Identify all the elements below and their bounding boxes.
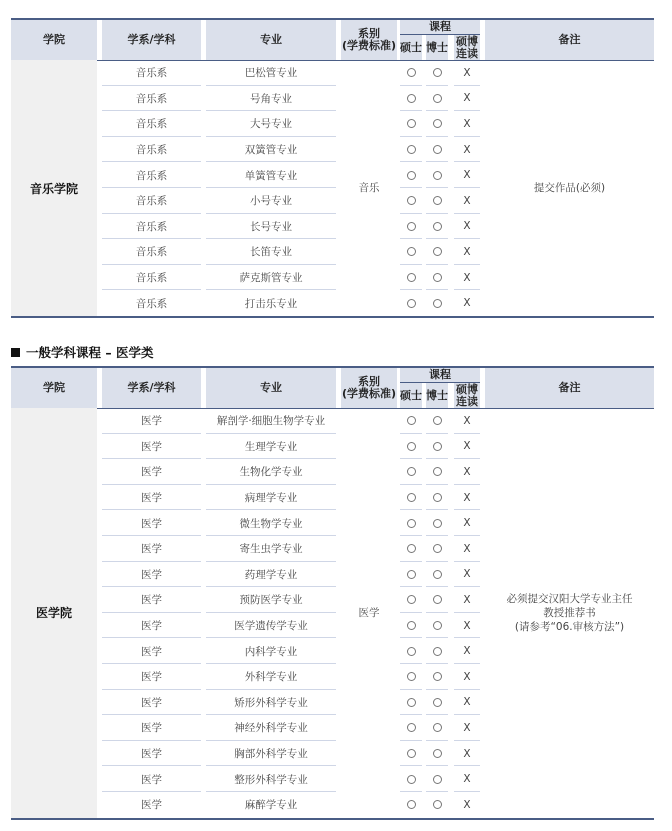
major-cell: 解剖学·细胞生物学专业 bbox=[216, 415, 326, 428]
combined-unavailable-cell: X bbox=[463, 619, 471, 632]
series-cell: 医学 bbox=[358, 606, 380, 619]
available-circle-icon bbox=[433, 442, 442, 451]
available-circle-icon bbox=[407, 595, 416, 604]
major-cell: 打击乐专业 bbox=[244, 297, 298, 310]
major-cell: 麻醉学专业 bbox=[244, 799, 298, 812]
table-row bbox=[11, 188, 654, 214]
header-college: 学院 bbox=[11, 368, 97, 408]
master-available-cell bbox=[400, 587, 422, 613]
header-college: 学院 bbox=[11, 20, 97, 60]
doctor-available-cell bbox=[426, 60, 448, 86]
available-circle-icon bbox=[407, 94, 416, 103]
doctor-available-cell bbox=[426, 664, 448, 690]
master-available-cell bbox=[400, 214, 422, 240]
combined-unavailable-cell: X bbox=[463, 143, 471, 156]
college-cell: 音乐学院 bbox=[11, 60, 97, 316]
department-cell: 医学 bbox=[141, 722, 162, 735]
table-row bbox=[11, 239, 654, 265]
available-circle-icon bbox=[407, 299, 416, 308]
combined-unavailable-cell: X bbox=[463, 194, 471, 207]
table-row bbox=[11, 290, 654, 316]
master-available-cell bbox=[400, 459, 422, 485]
major-cell: 胸部外科学专业 bbox=[234, 748, 308, 761]
master-available-cell bbox=[400, 86, 422, 112]
department-cell: 医学 bbox=[141, 594, 162, 607]
major-cell: 小号专业 bbox=[250, 195, 292, 208]
available-circle-icon bbox=[407, 442, 416, 451]
doctor-available-cell bbox=[426, 792, 448, 818]
major-cell: 整形外科学专业 bbox=[234, 773, 308, 786]
available-circle-icon bbox=[407, 621, 416, 630]
combined-unavailable-cell: X bbox=[463, 593, 471, 606]
table-row bbox=[11, 562, 654, 588]
header-major: 专业 bbox=[206, 20, 336, 60]
department-cell: 医学 bbox=[141, 492, 162, 505]
major-cell: 寄生虫学专业 bbox=[239, 543, 303, 556]
major-cell: 双簧管专业 bbox=[244, 144, 298, 157]
combined-unavailable-cell: X bbox=[463, 773, 471, 786]
table-row bbox=[11, 86, 654, 112]
master-available-cell bbox=[400, 690, 422, 716]
table-row bbox=[11, 214, 654, 240]
major-cell: 微生物学专业 bbox=[239, 517, 303, 530]
available-circle-icon bbox=[407, 196, 416, 205]
available-circle-icon bbox=[433, 247, 442, 256]
music-table bbox=[11, 18, 654, 316]
doctor-available-cell bbox=[426, 587, 448, 613]
master-available-cell bbox=[400, 408, 422, 434]
doctor-available-cell bbox=[426, 214, 448, 240]
major-cell: 生物化学专业 bbox=[239, 466, 303, 479]
doctor-available-cell bbox=[426, 408, 448, 434]
combined-unavailable-cell: X bbox=[463, 220, 471, 233]
combined-unavailable-cell: X bbox=[463, 169, 471, 182]
major-cell: 外科学专业 bbox=[244, 671, 298, 684]
major-cell: 巴松管专业 bbox=[244, 67, 298, 80]
combined-unavailable-cell: X bbox=[463, 670, 471, 683]
remark-cell: 必须提交汉阳大学专业主任 教授推荐书 (请参考“06.审核方法”) bbox=[506, 592, 633, 633]
combined-unavailable-cell: X bbox=[463, 721, 471, 734]
available-circle-icon bbox=[407, 416, 416, 425]
table-row bbox=[11, 111, 654, 137]
combined-unavailable-cell: X bbox=[463, 297, 471, 310]
table-row bbox=[11, 162, 654, 188]
master-available-cell bbox=[400, 741, 422, 767]
major-cell: 药理学专业 bbox=[244, 568, 298, 581]
available-circle-icon bbox=[433, 416, 442, 425]
available-circle-icon bbox=[433, 595, 442, 604]
section-title-text: 一般学科课程 – 医学类 bbox=[26, 345, 154, 360]
department-cell: 医学 bbox=[141, 415, 162, 428]
master-available-cell bbox=[400, 137, 422, 163]
available-circle-icon bbox=[433, 775, 442, 784]
available-circle-icon bbox=[407, 698, 416, 707]
header-doctor: 博士 bbox=[426, 383, 448, 408]
combined-unavailable-cell: X bbox=[463, 568, 471, 581]
table-row bbox=[11, 60, 654, 86]
table-row bbox=[11, 613, 654, 639]
department-cell: 医学 bbox=[141, 440, 162, 453]
available-circle-icon bbox=[407, 647, 416, 656]
table-row bbox=[11, 536, 654, 562]
department-cell: 音乐系 bbox=[135, 220, 168, 233]
department-cell: 医学 bbox=[141, 799, 162, 812]
header-course: 课程 bbox=[400, 368, 480, 382]
department-cell: 音乐系 bbox=[135, 67, 168, 80]
available-circle-icon bbox=[407, 467, 416, 476]
doctor-available-cell bbox=[426, 510, 448, 536]
available-circle-icon bbox=[433, 222, 442, 231]
department-cell: 医学 bbox=[141, 645, 162, 658]
available-circle-icon bbox=[433, 493, 442, 502]
header-combined: 硕博 连读 bbox=[456, 382, 478, 408]
available-circle-icon bbox=[433, 570, 442, 579]
master-available-cell bbox=[400, 239, 422, 265]
header-remark: 备注 bbox=[485, 20, 654, 60]
table-row bbox=[11, 408, 654, 434]
combined-unavailable-cell: X bbox=[463, 271, 471, 284]
department-cell: 医学 bbox=[141, 466, 162, 479]
table-row bbox=[11, 638, 654, 664]
doctor-available-cell bbox=[426, 690, 448, 716]
available-circle-icon bbox=[433, 273, 442, 282]
combined-unavailable-cell: X bbox=[463, 414, 471, 427]
available-circle-icon bbox=[433, 467, 442, 476]
department-cell: 医学 bbox=[141, 517, 162, 530]
available-circle-icon bbox=[407, 171, 416, 180]
department-cell: 音乐系 bbox=[135, 195, 168, 208]
available-circle-icon bbox=[433, 119, 442, 128]
master-available-cell bbox=[400, 536, 422, 562]
available-circle-icon bbox=[407, 800, 416, 809]
available-circle-icon bbox=[433, 723, 442, 732]
combined-unavailable-cell: X bbox=[463, 117, 471, 130]
combined-unavailable-cell: X bbox=[463, 245, 471, 258]
combined-unavailable-cell: X bbox=[463, 542, 471, 555]
available-circle-icon bbox=[433, 749, 442, 758]
master-available-cell bbox=[400, 162, 422, 188]
table-row bbox=[11, 664, 654, 690]
available-circle-icon bbox=[407, 544, 416, 553]
department-cell: 医学 bbox=[141, 543, 162, 556]
available-circle-icon bbox=[433, 519, 442, 528]
table-row bbox=[11, 137, 654, 163]
available-circle-icon bbox=[433, 647, 442, 656]
doctor-available-cell bbox=[426, 613, 448, 639]
doctor-available-cell bbox=[426, 638, 448, 664]
department-cell: 音乐系 bbox=[135, 92, 168, 105]
table-row bbox=[11, 715, 654, 741]
master-available-cell bbox=[400, 434, 422, 460]
master-available-cell bbox=[400, 664, 422, 690]
available-circle-icon bbox=[433, 621, 442, 630]
available-circle-icon bbox=[407, 519, 416, 528]
combined-unavailable-cell: X bbox=[463, 66, 471, 79]
table-row bbox=[11, 792, 654, 818]
combined-unavailable-cell: X bbox=[463, 465, 471, 478]
major-cell: 长号专业 bbox=[250, 220, 292, 233]
major-cell: 生理学专业 bbox=[244, 440, 298, 453]
available-circle-icon bbox=[433, 68, 442, 77]
combined-unavailable-cell: X bbox=[463, 798, 471, 811]
table-row bbox=[11, 459, 654, 485]
major-cell: 矫形外科学专业 bbox=[234, 696, 308, 709]
master-available-cell bbox=[400, 792, 422, 818]
master-available-cell bbox=[400, 715, 422, 741]
doctor-available-cell bbox=[426, 239, 448, 265]
available-circle-icon bbox=[433, 800, 442, 809]
major-cell: 萨克斯管专业 bbox=[239, 272, 303, 285]
master-available-cell bbox=[400, 613, 422, 639]
available-circle-icon bbox=[407, 775, 416, 784]
available-circle-icon bbox=[407, 723, 416, 732]
combined-unavailable-cell: X bbox=[463, 747, 471, 760]
master-available-cell bbox=[400, 290, 422, 316]
header-remark: 备注 bbox=[485, 368, 654, 408]
available-circle-icon bbox=[433, 196, 442, 205]
master-available-cell bbox=[400, 638, 422, 664]
department-cell: 音乐系 bbox=[135, 144, 168, 157]
header-master: 硕士 bbox=[400, 383, 422, 408]
combined-unavailable-cell: X bbox=[463, 696, 471, 709]
table-row bbox=[11, 434, 654, 460]
available-circle-icon bbox=[407, 247, 416, 256]
department-cell: 医学 bbox=[141, 620, 162, 633]
major-cell: 预防医学专业 bbox=[239, 594, 303, 607]
major-cell: 大号专业 bbox=[250, 118, 292, 131]
department-cell: 音乐系 bbox=[135, 297, 168, 310]
doctor-available-cell bbox=[426, 459, 448, 485]
department-cell: 医学 bbox=[141, 568, 162, 581]
header-master: 硕士 bbox=[400, 35, 422, 60]
master-available-cell bbox=[400, 485, 422, 511]
table-row bbox=[11, 766, 654, 792]
table-header bbox=[11, 18, 654, 60]
square-bullet-icon bbox=[11, 348, 20, 357]
table-row bbox=[11, 587, 654, 613]
doctor-available-cell bbox=[426, 434, 448, 460]
available-circle-icon bbox=[407, 273, 416, 282]
medical-table bbox=[11, 366, 654, 818]
doctor-available-cell bbox=[426, 188, 448, 214]
combined-unavailable-cell: X bbox=[463, 440, 471, 453]
header-department: 学系/学科 bbox=[102, 368, 201, 408]
department-cell: 音乐系 bbox=[135, 246, 168, 259]
doctor-available-cell bbox=[426, 265, 448, 291]
header-department: 学系/学科 bbox=[102, 20, 201, 60]
table-row bbox=[11, 690, 654, 716]
doctor-available-cell bbox=[426, 766, 448, 792]
major-cell: 病理学专业 bbox=[244, 492, 298, 505]
header-combined: 硕博 连读 bbox=[456, 34, 478, 60]
department-cell: 音乐系 bbox=[135, 272, 168, 285]
major-cell: 神经外科学专业 bbox=[234, 722, 308, 735]
available-circle-icon bbox=[407, 570, 416, 579]
department-cell: 音乐系 bbox=[135, 169, 168, 182]
available-circle-icon bbox=[433, 171, 442, 180]
combined-unavailable-cell: X bbox=[463, 92, 471, 105]
major-cell: 号角专业 bbox=[250, 92, 292, 105]
doctor-available-cell bbox=[426, 536, 448, 562]
available-circle-icon bbox=[433, 145, 442, 154]
doctor-available-cell bbox=[426, 290, 448, 316]
available-circle-icon bbox=[407, 222, 416, 231]
department-cell: 医学 bbox=[141, 696, 162, 709]
department-cell: 医学 bbox=[141, 748, 162, 761]
table-row bbox=[11, 741, 654, 767]
major-cell: 内科学专业 bbox=[244, 645, 298, 658]
table-bottom-rule bbox=[11, 316, 654, 318]
available-circle-icon bbox=[407, 749, 416, 758]
available-circle-icon bbox=[433, 544, 442, 553]
doctor-available-cell bbox=[426, 715, 448, 741]
college-cell: 医学院 bbox=[11, 408, 97, 818]
combined-unavailable-cell: X bbox=[463, 517, 471, 530]
doctor-available-cell bbox=[426, 562, 448, 588]
department-cell: 医学 bbox=[141, 773, 162, 786]
table-row bbox=[11, 265, 654, 291]
master-available-cell bbox=[400, 562, 422, 588]
table-row bbox=[11, 485, 654, 511]
available-circle-icon bbox=[433, 698, 442, 707]
master-available-cell bbox=[400, 510, 422, 536]
master-available-cell bbox=[400, 265, 422, 291]
available-circle-icon bbox=[433, 94, 442, 103]
available-circle-icon bbox=[433, 672, 442, 681]
header-doctor: 博士 bbox=[426, 35, 448, 60]
table-header bbox=[11, 366, 654, 408]
section-title bbox=[11, 343, 153, 361]
major-cell: 医学遗传学专业 bbox=[234, 620, 308, 633]
available-circle-icon bbox=[433, 299, 442, 308]
header-series: 系别 (学费标准) bbox=[341, 368, 397, 408]
department-cell: 音乐系 bbox=[135, 118, 168, 131]
combined-unavailable-cell: X bbox=[463, 491, 471, 504]
series-cell: 音乐 bbox=[358, 182, 380, 194]
doctor-available-cell bbox=[426, 485, 448, 511]
doctor-available-cell bbox=[426, 137, 448, 163]
header-series: 系别 (学费标准) bbox=[341, 20, 397, 60]
major-cell: 单簧管专业 bbox=[244, 169, 298, 182]
available-circle-icon bbox=[407, 145, 416, 154]
available-circle-icon bbox=[407, 672, 416, 681]
doctor-available-cell bbox=[426, 86, 448, 112]
table-bottom-rule bbox=[11, 818, 654, 820]
header-major: 专业 bbox=[206, 368, 336, 408]
doctor-available-cell bbox=[426, 162, 448, 188]
doctor-available-cell bbox=[426, 111, 448, 137]
major-cell: 长笛专业 bbox=[250, 246, 292, 259]
combined-unavailable-cell: X bbox=[463, 645, 471, 658]
department-cell: 医学 bbox=[141, 671, 162, 684]
table-row bbox=[11, 510, 654, 536]
doctor-available-cell bbox=[426, 741, 448, 767]
header-course: 课程 bbox=[400, 20, 480, 34]
master-available-cell bbox=[400, 111, 422, 137]
remark-cell: 提交作品(必须) bbox=[533, 182, 606, 194]
master-available-cell bbox=[400, 60, 422, 86]
available-circle-icon bbox=[407, 68, 416, 77]
master-available-cell bbox=[400, 766, 422, 792]
master-available-cell bbox=[400, 188, 422, 214]
available-circle-icon bbox=[407, 119, 416, 128]
available-circle-icon bbox=[407, 493, 416, 502]
